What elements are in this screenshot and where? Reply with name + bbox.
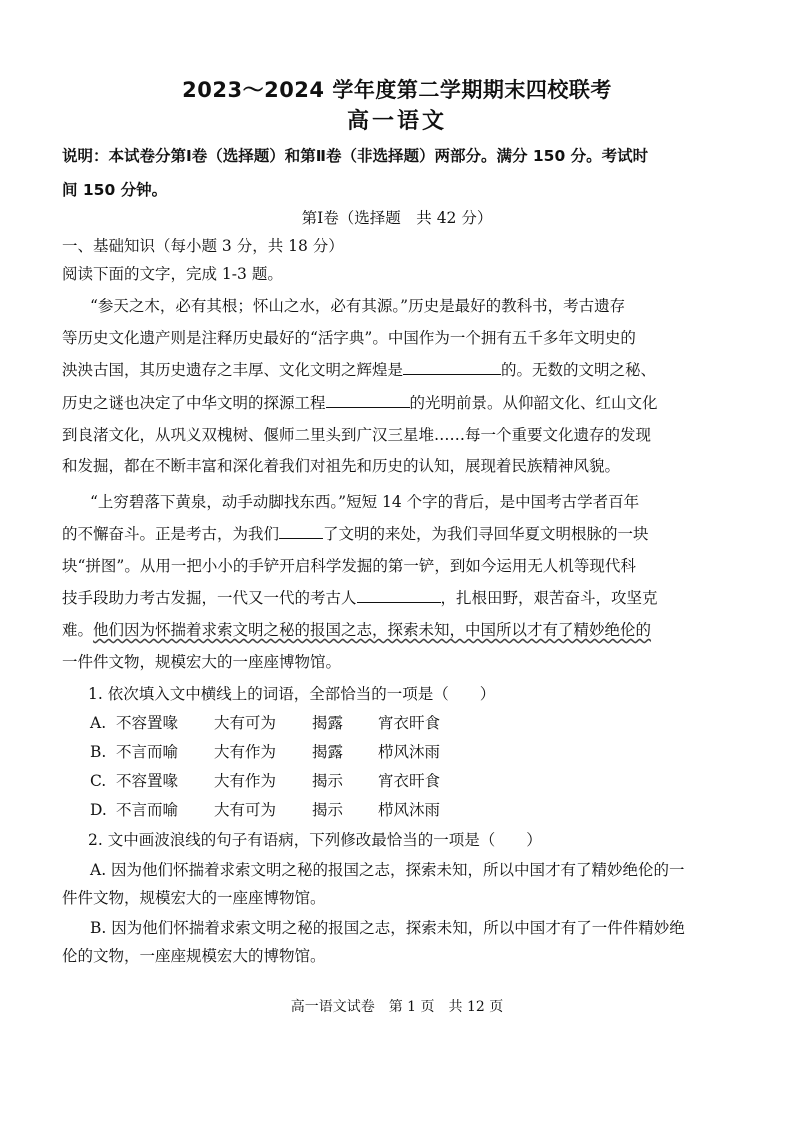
exam-title: 2023～2024 学年度第二学期期末四校联考 [182, 78, 612, 102]
option-word: 揭示 [312, 801, 344, 819]
option-word: 不容置喙 [116, 714, 179, 732]
option-label: C. [90, 772, 107, 790]
passage-text: 的。无数的文明之秘、 [501, 361, 657, 379]
question-2-option-b: B. 因为他们怀揣着求索文明之秘的报国之志，探索未知，所以中国才有了一件件精妙绝 [90, 919, 685, 937]
option-word: 揭露 [312, 743, 344, 761]
option-label: A. [90, 714, 107, 732]
question-1-option-c [90, 771, 440, 791]
option-label: B. [90, 743, 107, 761]
question-2-option-b-cont: 伦的文物，一座座规模宏大的博物馆。 [62, 947, 326, 965]
passage-text: 历史之谜也决定了中华文明的探源工程 [62, 394, 326, 412]
passage-line [62, 620, 651, 640]
passage-line: “参天之木，必有其根；怀山之水，必有其源。”历史是最好的教科书，考古遗存 [90, 297, 626, 315]
option-word: 大有作为 [214, 743, 277, 761]
passage-line [62, 393, 658, 413]
option-word: 大有可为 [214, 801, 277, 819]
page-footer: 高一语文试卷 第 1 页 共 12 页 [290, 999, 504, 1015]
question-1-option-b [90, 742, 440, 762]
passage-line: “上穷碧落下黄泉，动手动脚找东西。”短短 14 个字的背后，是中国考古学者百年 [90, 493, 640, 511]
option-word: 栉风沐雨 [378, 743, 441, 761]
option-word: 宵衣旰食 [378, 714, 441, 732]
instructions-line-1: 说明：本试卷分第Ⅰ卷（选择题）和第Ⅱ卷（非选择题）两部分。满分 150 分。考试时 [62, 147, 649, 165]
passage-text: 难。 [62, 621, 94, 639]
question-2-option-a: A. 因为他们怀揣着求索文明之秘的报国之志，探索未知，所以中国才有了精妙绝伦的一 [90, 861, 685, 879]
passage-line [62, 360, 656, 380]
passage-line: 到良渚文化，从巩义双槐树、偃师二里头到广汉三星堆……每一个重要文化遗存的发现 [62, 426, 652, 444]
passage-line: 一件件文物，规模宏大的一座座博物馆。 [62, 653, 342, 671]
option-label: D. [90, 801, 107, 819]
question-2-option-a-cont: 件件文物，规模宏大的一座座博物馆。 [62, 889, 326, 907]
subject-title: 高一语文 [346, 109, 447, 134]
wavy-underlined-sentence: 他们因为怀揣着求索文明之秘的报国之志，探索未知，中国所以才有了精妙绝伦的 [93, 621, 652, 639]
passage-text: 泱泱古国，其历史遗存之丰厚、文化文明之辉煌是 [62, 361, 404, 379]
part-heading: 一、基础知识（每小题 3 分，共 18 分） [62, 237, 344, 255]
passage-text: 了文明的来处，为我们寻回华夏文明根脉的一块 [323, 525, 649, 543]
passage-line [62, 588, 658, 608]
passage-line: 等历史文化遗产则是注释历史最好的“活字典”。中国作为一个拥有五千多年文明史的 [62, 329, 636, 347]
option-word: 不容置喙 [116, 772, 179, 790]
passage-line: 块“拼图”。从用一把小小的手铲开启科学发掘的第一铲，到如今运用无人机等现代科 [62, 557, 636, 575]
passage-text: 的光明前景。从仰韶文化、红山文化 [409, 394, 658, 412]
fill-blank [403, 360, 501, 375]
option-word: 不言而喻 [116, 801, 179, 819]
fill-blank [279, 524, 323, 539]
option-word: 宵衣旰食 [378, 772, 441, 790]
option-word: 大有作为 [214, 772, 277, 790]
passage-text: 技手段助力考古发掘，一代又一代的考古人 [62, 589, 357, 607]
question-1-option-d [90, 800, 440, 820]
passage-line: 和发掘，都在不断丰富和深化着我们对祖先和历史的认知，展现着民族精神风貌。 [62, 457, 621, 475]
question-2-stem: 2. 文中画波浪线的句子有语病，下列修改最恰当的一项是（ ） [88, 831, 542, 849]
passage-text: 的不懈奋斗。正是考古，为我们 [62, 525, 280, 543]
passage-text: ，扎根田野，艰苦奋斗，攻坚克 [440, 589, 658, 607]
instructions-line-2: 间 150 分钟。 [62, 181, 168, 199]
section-title: 第Ⅰ卷（选择题 共 42 分） [301, 209, 493, 227]
fill-blank [357, 588, 441, 603]
option-word: 揭露 [312, 714, 344, 732]
option-word: 栉风沐雨 [378, 801, 441, 819]
option-word: 大有可为 [214, 714, 277, 732]
fill-blank [326, 393, 410, 408]
question-1-stem: 1. 依次填入文中横线上的词语，全部恰当的一项是（ ） [88, 685, 496, 703]
reading-intro: 阅读下面的文字，完成 1-3 题。 [62, 265, 283, 283]
option-word: 不言而喻 [116, 743, 179, 761]
passage-line [62, 524, 649, 544]
question-1-option-a [90, 713, 440, 733]
option-word: 揭示 [312, 772, 344, 790]
